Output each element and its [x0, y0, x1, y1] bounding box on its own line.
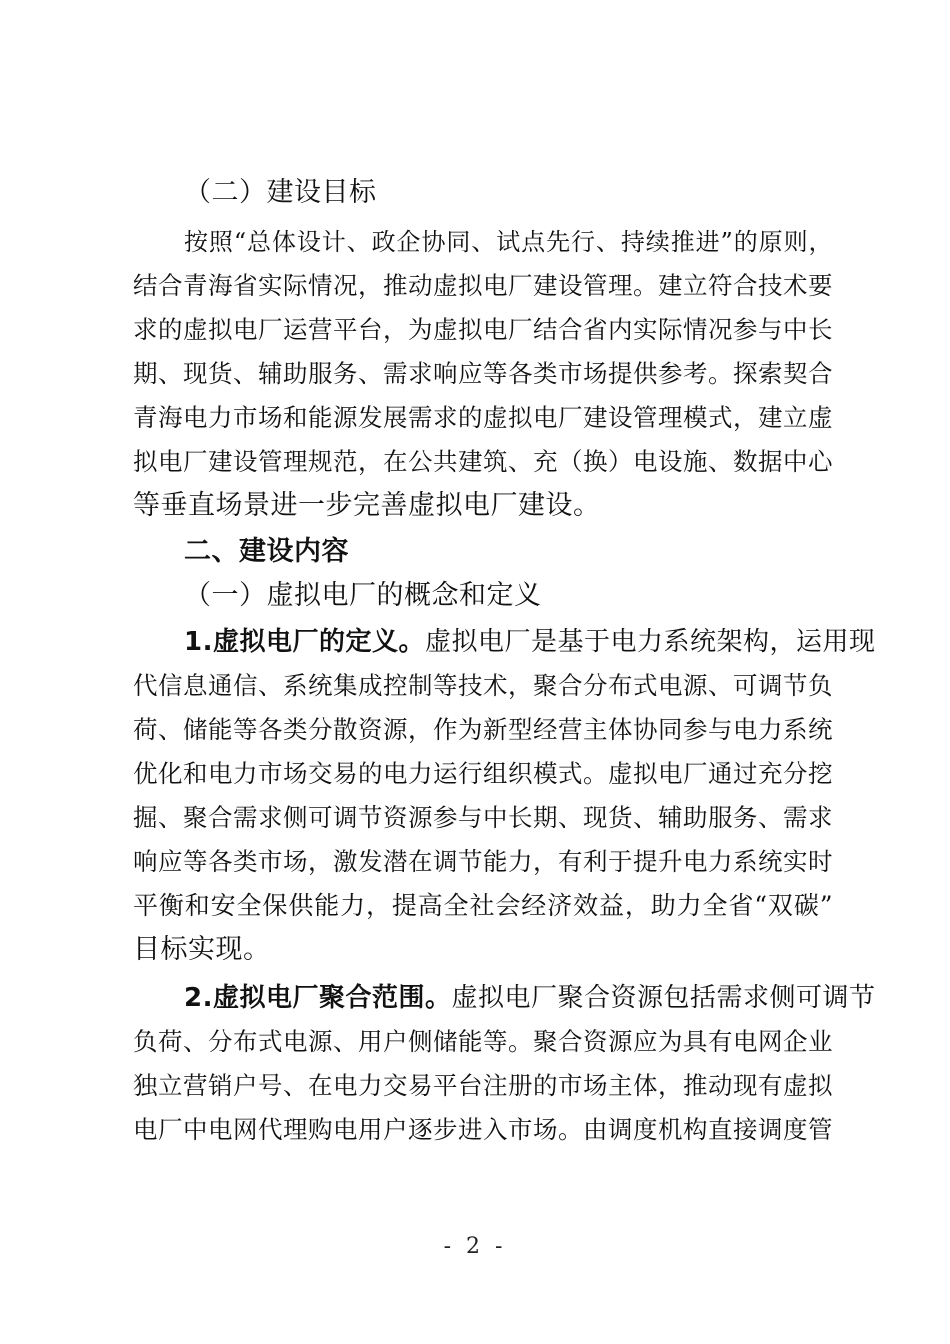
definition-lead: 1.虚拟电厂的定义。 — [184, 627, 425, 657]
goal-line-1: 按照“总体设计、政企协同、试点先行、持续推进”的原则， — [184, 228, 833, 256]
scope-lead: 2.虚拟电厂聚合范围。 — [184, 983, 452, 1013]
definition-line-8: 目标实现。 — [133, 934, 271, 965]
section-heading-goal: （二）建设目标 — [184, 177, 377, 208]
definition-line-6: 响应等各类市场，激发潜在调节能力，有利于提升电力系统实时 — [133, 847, 833, 876]
definition-first-line — [184, 622, 875, 662]
goal-line-4: 期、现货、辅助服务、需求响应等各类市场提供参考。探索契合 — [133, 359, 833, 388]
definition-line-4: 优化和电力市场交易的电力运行组织模式。虚拟电厂通过充分挖 — [133, 759, 833, 788]
goal-line-7: 等垂直场景进一步完善虚拟电厂建设。 — [133, 490, 601, 521]
definition-line-3: 荷、储能等各类分散资源，作为新型经营主体协同参与电力系统 — [133, 715, 833, 744]
subsection-heading-concept: （一）虚拟电厂的概念和定义 — [184, 580, 542, 611]
definition-line-5: 掘、聚合需求侧可调节资源参与中长期、现货、辅助服务、需求 — [133, 803, 833, 832]
section-heading-content: 二、建设内容 — [184, 536, 349, 567]
scope-line-3: 独立营销户号、在电力交易平台注册的市场主体，推动现有虚拟 — [133, 1071, 833, 1100]
goal-line-2: 结合青海省实际情况，推动虚拟电厂建设管理。建立符合技术要 — [133, 271, 833, 300]
scope-line-4: 电厂中电网代理购电用户逐步进入市场。由调度机构直接调度管 — [133, 1115, 833, 1144]
scope-first-rest: 虚拟电厂聚合资源包括需求侧可调节 — [451, 983, 876, 1013]
definition-line-7: 平衡和安全保供能力，提高全社会经济效益，助力全省“双碳” — [133, 891, 833, 920]
definition-first-rest: 虚拟电厂是基于电力系统架构，运用现 — [424, 627, 876, 657]
goal-line-5: 青海电力市场和能源发展需求的虚拟电厂建设管理模式，建立虚 — [133, 403, 833, 432]
goal-line-3: 求的虚拟电厂运营平台，为虚拟电厂结合省内实际情况参与中长 — [133, 315, 833, 344]
scope-line-2: 负荷、分布式电源、用户侧储能等。聚合资源应为具有电网企业 — [133, 1027, 833, 1056]
definition-line-2: 代信息通信、系统集成控制等技术，聚合分布式电源、可调节负 — [133, 671, 833, 700]
page-number: - 2 - — [443, 1234, 507, 1259]
goal-line-6: 拟电厂建设管理规范，在公共建筑、充（换）电设施、数据中心 — [133, 447, 833, 476]
scope-first-line — [184, 978, 875, 1018]
